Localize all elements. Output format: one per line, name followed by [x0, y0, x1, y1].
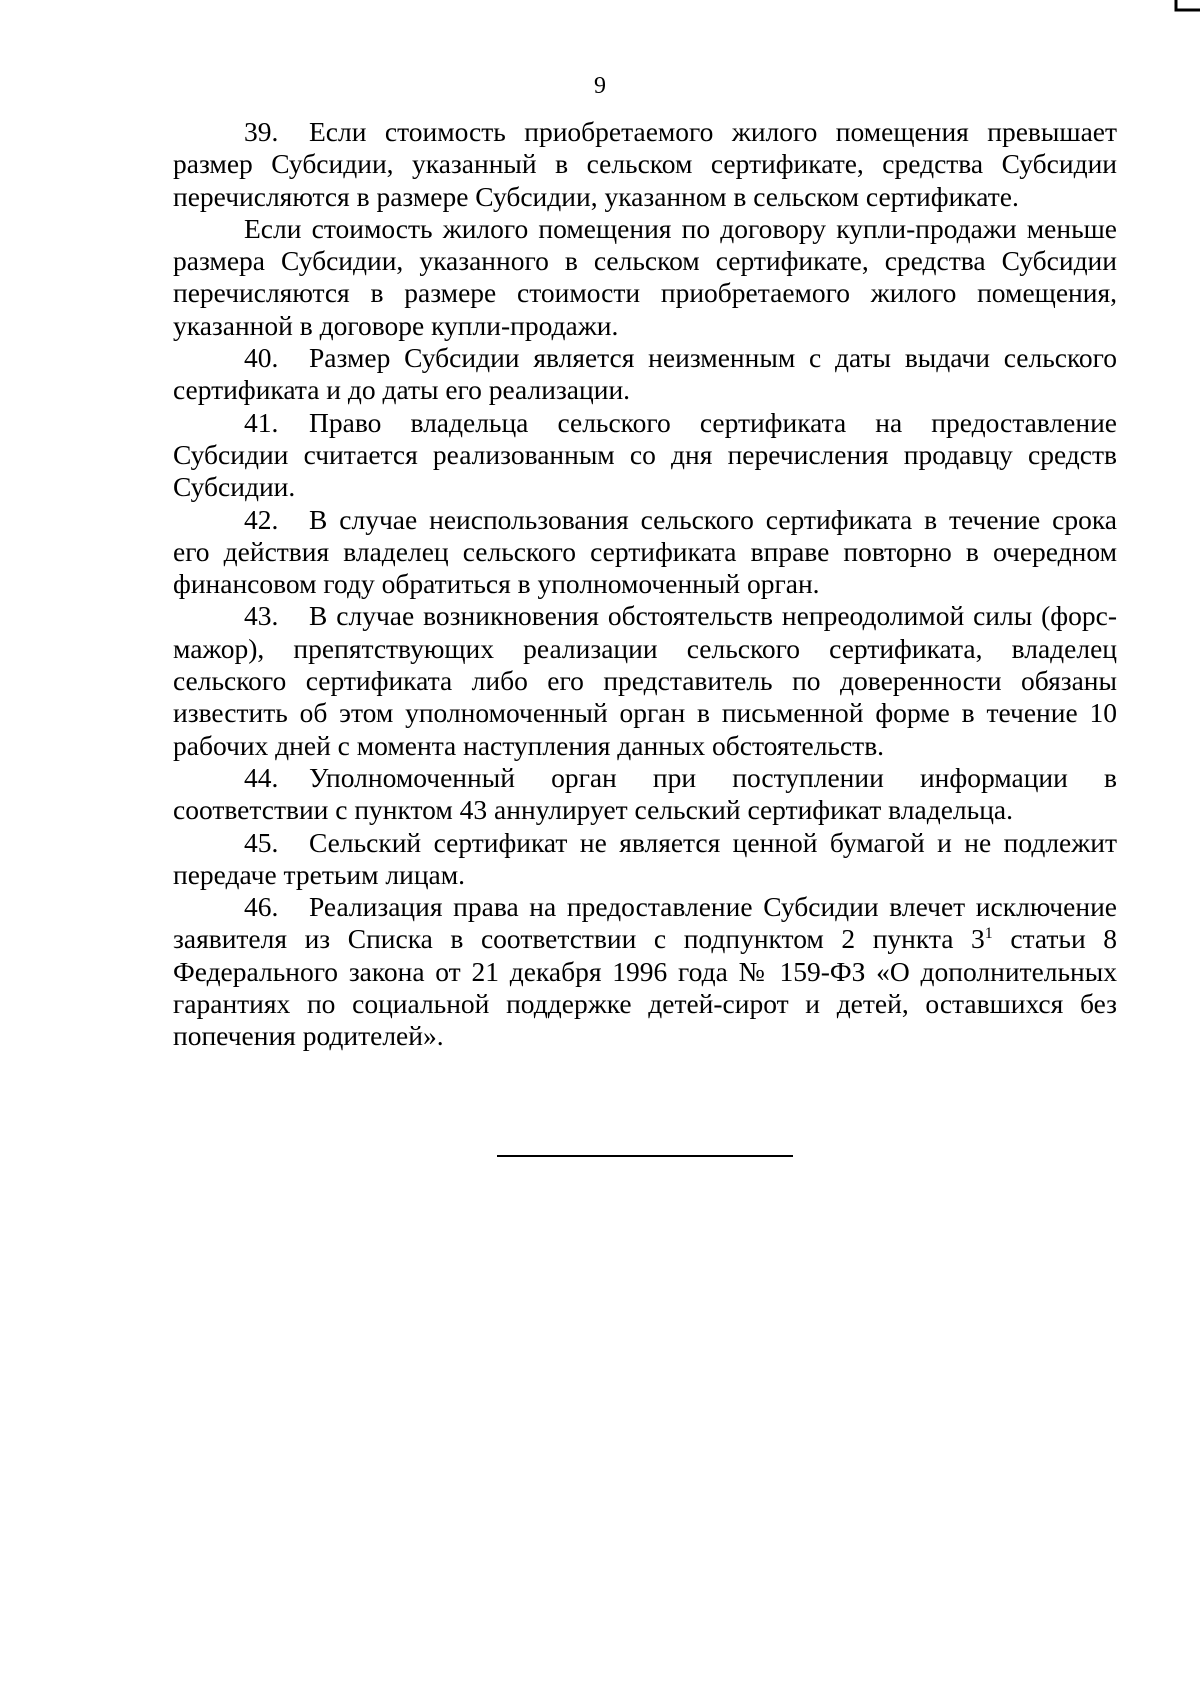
paragraph-39-continuation: [173, 213, 1117, 342]
paragraph-45: [173, 827, 1117, 892]
paragraph-text-part-1: Реализация права на предоставление Субсидии влечет исключение заявителя из Списка в соответствии с подпунктом 2 пункта 3: [173, 891, 1117, 955]
paragraph-40: [173, 342, 1117, 407]
paragraph-43: [173, 600, 1117, 761]
paragraph-text: В случае возникновения обстоятельств непреодолимой силы (форс-мажор), препятствующих реализации сельского сертификата, владелец сельского сертификата либо его представитель по доверенности обязаны известить об этом уполномоченный орган в письменной форме в течение 10 рабочих дней с момента наступления данных обстоятельств.: [173, 600, 1117, 761]
paragraph-number: 44.: [244, 761, 279, 793]
paragraph-39: [173, 116, 1117, 213]
corner-crop-mark: [1170, 0, 1200, 44]
paragraph-number: 45.: [244, 826, 279, 858]
paragraph-number: 41.: [244, 406, 279, 438]
paragraph-number: 39.: [244, 116, 279, 147]
paragraph-text: Уполномоченный орган при поступлении информации в соответствии с пунктом 43 аннулирует сельский сертификат владельца.: [173, 761, 1117, 826]
superscript-footnote: 1: [984, 925, 993, 943]
paragraph-text-part-2: статьи 8 Федерального закона от 21 декабря 1996 года № 159-ФЗ «О дополнительных гарантиях по социальной поддержке детей-сирот и детей, оставшихся без попечения родителей».: [173, 923, 1117, 1052]
page-number: 9: [594, 73, 606, 99]
end-of-text-rule: [497, 1155, 793, 1157]
paragraph-text: Если стоимость жилого помещения по договору купли-продажи меньше размера Субсидии, указанного в сельском сертификате, средства Субсидии перечисляются в размере стоимости приобретаемого жилого помещения, указанной в договоре купли-продажи.: [173, 212, 1117, 341]
paragraph-number: 40.: [244, 342, 279, 374]
paragraph-text: Сельский сертификат не является ценной бумагой и не подлежит передаче третьим лицам.: [173, 826, 1117, 890]
paragraph-number: 42.: [244, 503, 279, 535]
paragraph-text: Право владельца сельского сертификата на предоставление Субсидии считается реализованным со дня перечисления продавцу средств Субсидии.: [173, 406, 1117, 503]
paragraph-44: [173, 762, 1117, 827]
paragraph-text: Размер Субсидии является неизменным с даты выдачи сельского сертификата и до даты его реализации.: [173, 342, 1117, 406]
paragraph-42: [173, 504, 1117, 601]
paragraph-number: 43.: [244, 600, 279, 632]
paragraph-number: 46.: [244, 891, 279, 923]
paragraph-41: [173, 407, 1117, 504]
paragraph-text: В случае неиспользования сельского сертификата в течение срока его действия владелец сельского сертификата вправе повторно в очередном финансовом году обратиться в уполномоченный орган.: [173, 503, 1117, 600]
paragraph-text: Если стоимость приобретаемого жилого помещения превышает размер Субсидии, указанный в сельском сертификате, средства Субсидии перечисляются в размере Субсидии, указанном в сельском сертификате.: [173, 116, 1117, 212]
paragraph-46: [173, 891, 1117, 1052]
document-body: [173, 116, 1117, 1053]
